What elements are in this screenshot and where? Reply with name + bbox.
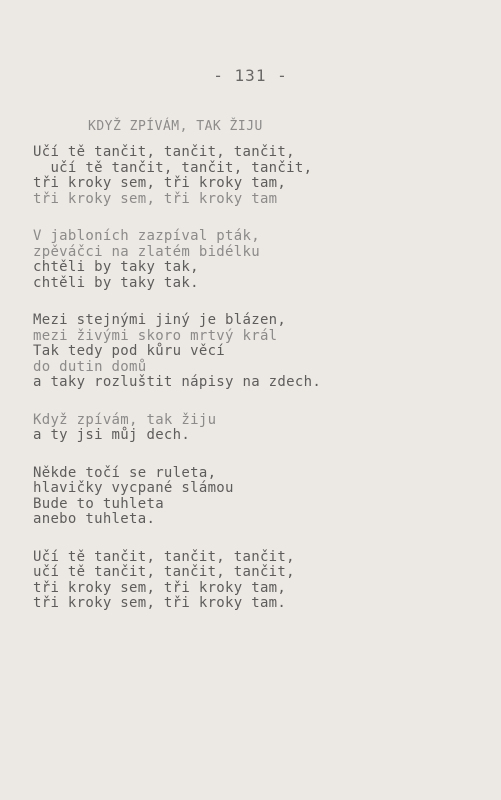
poem-line: Tak tedy pod kůru věcí [33, 343, 226, 359]
stanza-4 [33, 413, 473, 444]
poem-line: Učí tě tančit, tančit, tančit, [33, 144, 295, 160]
poem-line: do dutin domů [33, 358, 147, 375]
poem-line: V jabloních zazpíval pták, [33, 228, 260, 244]
poem-line: tři kroky sem, tři kroky tam, [33, 579, 287, 596]
poem-title: KDYŽ ZPÍVÁM, TAK ŽIJU [88, 119, 263, 134]
stanza-2 [33, 229, 473, 291]
poem-line: a ty jsi můj dech. [33, 427, 191, 443]
stanza-5 [33, 466, 473, 528]
poem-line: tři kroky sem, tři kroky tam. [33, 595, 287, 611]
stanza-3 [33, 313, 473, 391]
poem-line: anebo tuhleta. [33, 511, 156, 527]
poem-line: zpěváčci na zlatém bidélku [33, 243, 260, 260]
poem-line: hlavičky vycpané slámou [33, 480, 234, 496]
poem-line: učí tě tančit, tančit, tančit, [33, 159, 313, 176]
stanza-1 [33, 145, 473, 207]
poem-line: chtěli by taky tak, [33, 259, 199, 275]
page-number: - 131 - [213, 66, 288, 85]
poem-line: chtěli by taky tak. [33, 274, 199, 291]
poem-body [33, 145, 473, 634]
poem-line: tři kroky sem, tři kroky tam [33, 190, 278, 207]
poem-line: a taky rozluštit nápisy na zdech. [33, 374, 322, 390]
poem-line: Mezi stejnými jiný je blázen, [33, 312, 287, 328]
poem-line: učí tě tančit, tančit, tančit, [33, 564, 295, 580]
poem-line: tři kroky sem, tři kroky tam, [33, 175, 287, 191]
stanza-6 [33, 550, 473, 612]
poem-line: Někde točí se ruleta, [33, 464, 217, 481]
poem-line: Bude to tuhleta [33, 495, 164, 512]
poem-line: mezi živými skoro mrtvý král [33, 327, 278, 344]
poem-line: Když zpívám, tak žiju [33, 411, 217, 428]
poem-line: Učí tě tančit, tančit, tančit, [33, 548, 295, 565]
